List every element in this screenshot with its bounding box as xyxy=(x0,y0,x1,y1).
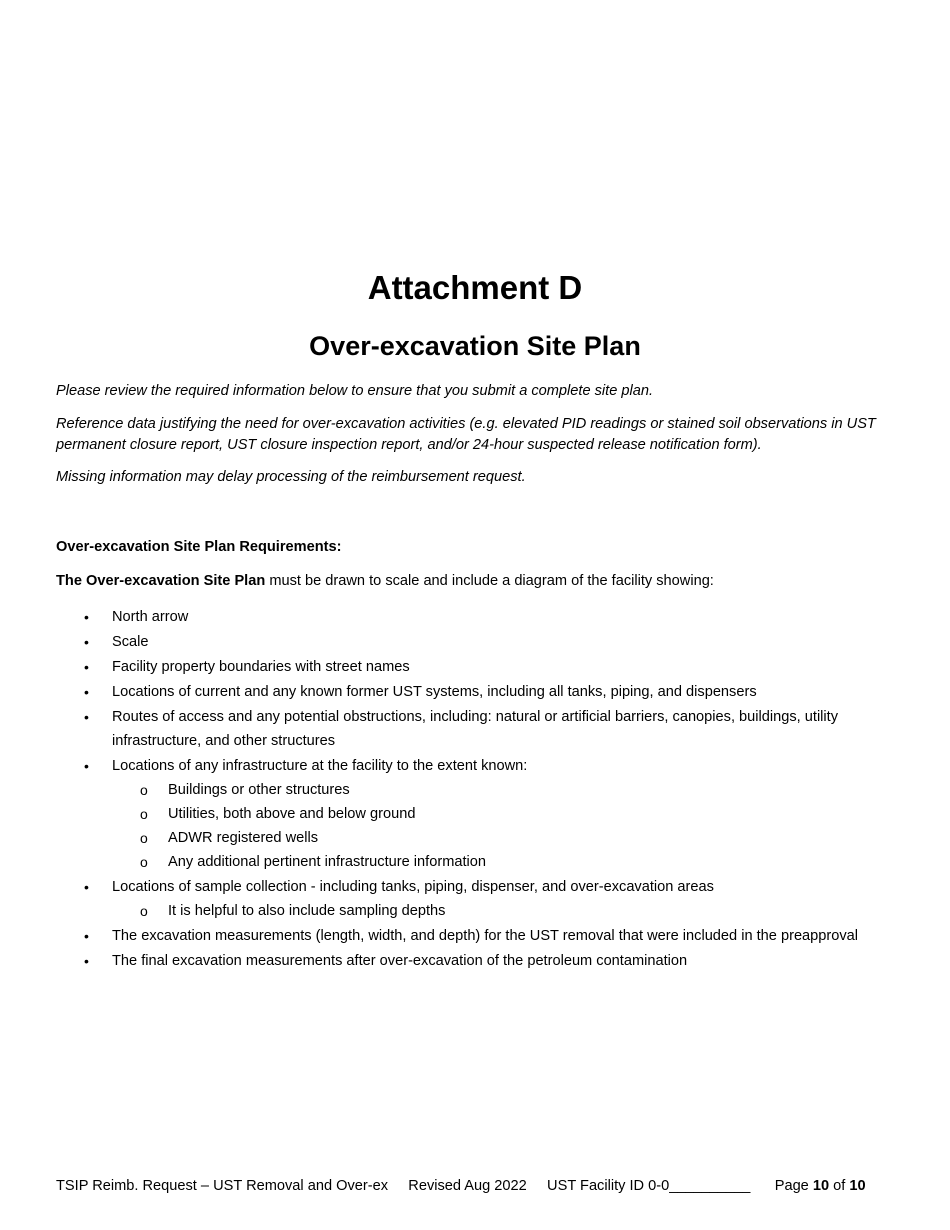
list-item-text: North arrow xyxy=(112,609,189,625)
sub-list-item xyxy=(112,899,906,923)
sub-list-item-text: Utilities, both above and below ground xyxy=(168,806,416,822)
list-item-text: Facility property boundaries with street names xyxy=(112,659,410,675)
intro-paragraph-missing: Missing information may delay processing of the reimbursement request. xyxy=(56,469,526,485)
sub-list xyxy=(112,899,906,923)
sub-list-item-text: ADWR registered wells xyxy=(168,830,319,846)
requirements-intro-rest: must be drawn to scale and include a diagram of the facility showing: xyxy=(265,573,714,589)
list-item xyxy=(56,949,906,973)
bullet-icon: • xyxy=(84,634,89,650)
list-item-text: Scale xyxy=(112,634,149,650)
bullet-icon: • xyxy=(84,709,89,725)
list-item xyxy=(56,754,906,874)
page-footer xyxy=(56,1176,866,1197)
list-item-text: The excavation measurements (length, width, and depth) for the UST removal that were included in the preapproval xyxy=(112,928,859,944)
requirements-intro xyxy=(56,571,906,592)
list-item xyxy=(56,680,906,704)
list-item-text: Locations of current and any known former UST systems, including all tanks, piping, and dispensers xyxy=(112,684,757,700)
list-item xyxy=(56,630,906,654)
list-item xyxy=(56,605,906,629)
sub-list-item xyxy=(112,826,906,850)
hollow-bullet-icon: o xyxy=(140,854,148,870)
footer-page-current: 10 xyxy=(812,1178,830,1194)
list-item-text: Locations of sample collection - including tanks, piping, dispenser, and over-excavation areas xyxy=(112,879,714,895)
hollow-bullet-icon: o xyxy=(140,903,148,919)
intro-paragraph-reference: Reference data justifying the need for over-excavation activities (e.g. elevated PID readings or stained soil observations in UST permanent closure report, UST closure inspection report, and/or 24-hour suspected release notification form). xyxy=(56,416,876,453)
sub-list-item xyxy=(112,850,906,874)
requirements-intro-bold: The Over-excavation Site Plan xyxy=(56,573,266,589)
sub-list xyxy=(112,778,906,874)
sub-list-item-text: It is helpful to also include sampling depths xyxy=(168,903,446,919)
bullet-icon: • xyxy=(84,609,89,625)
footer-revised: Revised Aug 2022 xyxy=(408,1178,527,1194)
footer-doc-name: TSIP Reimb. Request – UST Removal and Over-ex xyxy=(56,1178,389,1194)
list-item xyxy=(56,705,906,753)
bullet-icon: • xyxy=(84,684,89,700)
requirements-list xyxy=(56,605,906,974)
requirements-heading: Over-excavation Site Plan Requirements: xyxy=(56,539,342,555)
sub-list-item-text: Any additional pertinent infrastructure information xyxy=(168,854,486,870)
hollow-bullet-icon: o xyxy=(140,830,148,846)
list-item-text: The final excavation measurements after over-excavation of the petroleum contamination xyxy=(112,953,688,969)
list-item xyxy=(56,655,906,679)
bullet-icon: • xyxy=(84,953,89,969)
hollow-bullet-icon: o xyxy=(140,806,148,822)
footer-page-total: 10 xyxy=(849,1178,866,1194)
list-item xyxy=(56,924,906,948)
page-subtitle: Over-excavation Site Plan xyxy=(309,331,641,361)
footer-facility-id: UST Facility ID 0-0__________ xyxy=(547,1178,751,1194)
sub-list-item xyxy=(112,802,906,826)
footer-page-of: of xyxy=(833,1178,846,1194)
page-title: Attachment D xyxy=(367,269,583,306)
list-item xyxy=(56,875,906,923)
intro-paragraph-review: Please review the required information below to ensure that you submit a complete site plan. xyxy=(56,383,654,399)
hollow-bullet-icon: o xyxy=(140,782,148,798)
sub-list-item xyxy=(112,778,906,802)
bullet-icon: • xyxy=(84,758,89,774)
sub-list-item-text: Buildings or other structures xyxy=(168,782,350,798)
bullet-icon: • xyxy=(84,879,89,895)
list-item-text: Routes of access and any potential obstructions, including: natural or artificial barriers, canopies, buildings, utility infrastructure, and other structures xyxy=(112,709,839,749)
list-item-text: Locations of any infrastructure at the facility to the extent known: xyxy=(112,758,528,774)
footer-page-label: Page xyxy=(774,1178,809,1194)
bullet-icon: • xyxy=(84,659,89,675)
bullet-icon: • xyxy=(84,928,89,944)
